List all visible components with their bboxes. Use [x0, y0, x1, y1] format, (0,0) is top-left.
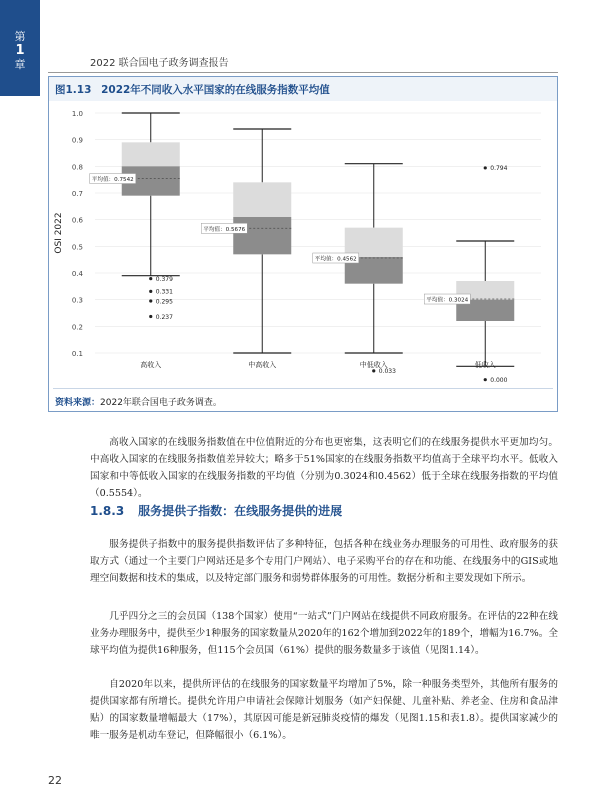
- y-tick-label: 0.5: [71, 243, 83, 252]
- y-tick-label: 0.3: [71, 296, 83, 305]
- outlier-label: 0.379: [155, 275, 173, 283]
- y-tick-label: 0.1: [71, 350, 83, 358]
- figure-box: [48, 76, 558, 412]
- x-category-label: 低收入: [474, 361, 496, 369]
- page-number: 22: [48, 774, 62, 787]
- outlier-point: [484, 166, 487, 169]
- figure-number: 图1.13: [55, 84, 92, 96]
- y-tick-label: 0.9: [71, 136, 83, 145]
- outlier-point: [149, 299, 152, 302]
- x-category-label: 中低收入: [359, 361, 388, 369]
- y-tick-label: 0.6: [71, 216, 83, 225]
- source-label: 资料来源：: [55, 398, 101, 408]
- y-tick-label: 1.0: [71, 110, 83, 118]
- mean-label: 平均值：0.5676: [203, 226, 246, 233]
- figure-title: 2022年不同收入水平国家的在线服务指数平均值: [101, 84, 330, 96]
- mean-label: 平均值：0.3024: [426, 297, 469, 304]
- source-divider: [53, 388, 553, 389]
- chapter-tab-suffix: 章: [14, 58, 26, 71]
- outlier-point: [149, 315, 152, 318]
- x-category-label: 高收入: [140, 361, 162, 369]
- outlier-label: 0.000: [490, 376, 508, 384]
- y-tick-label: 0.4: [71, 270, 83, 278]
- x-category-label: 中高收入: [248, 361, 277, 369]
- y-tick-label: 0.8: [71, 163, 83, 172]
- outlier-label: 0.295: [155, 298, 173, 306]
- paragraph-1: 高收入国家的在线服务指数值在中位值附近的分布也更密集，这表明它们的在线服务提供水平更加均匀。中高收入国家的在线服务指数值差异较大；略多于51%国家的在线服务指数平均值高于全球平均水平。低收入国家和中等低收入国家的在线服务指数的平均值（分别为0.3024和0.4562）低于全球在线服务指数的平均值（0.5554）。: [90, 437, 558, 499]
- section-title: 服务提供子指数：在线服务提供的进展: [138, 504, 343, 518]
- outlier-point: [149, 290, 152, 293]
- figure-caption: [49, 77, 557, 101]
- paragraph-3: 几乎四分之三的会员国（138个国家）使用“一站式”门户网站在线提供不同政府服务。在评估的22种在线业务办理服务中，提供至少1种服务的国家数量从2020年的162个增加到2022年的189个，增幅为16.7%。全球平均值为提供16种服务，但115个会员国（61%）提供的服务数量多于该值（见图1.14）。: [90, 611, 558, 656]
- chapter-number: 1: [15, 43, 25, 58]
- y-axis-label: OSI 2022: [54, 212, 64, 254]
- y-tick-label: 0.2: [71, 323, 83, 332]
- mean-label: 平均值：0.7542: [91, 177, 134, 184]
- header-divider: [48, 72, 558, 73]
- paragraph-4: 自2020年以来，提供所评估的在线服务的国家数量平均增加了5%，除一种服务类型外，其他所有服务的提供国家都有所增长。提供允许用户申请社会保障计划服务（如产妇保健、儿童补贴、养老金、住房和食品津贴）的国家数量增幅最大（17%），其原因可能是新冠肺炎疫情的爆发（见图1.15和表1.8）。提供国家减少的唯一服务是机动车登记，但降幅很小（6.1%）。: [90, 679, 558, 741]
- outlier-point: [149, 277, 152, 280]
- section-number: 1.8.3: [90, 504, 125, 518]
- figure-source: [55, 395, 222, 408]
- y-tick-label: 0.7: [71, 190, 83, 198]
- box-upper-half: [122, 142, 180, 166]
- outlier-point: [372, 369, 375, 372]
- outlier-label: 0.033: [378, 368, 396, 376]
- chapter-tab-prefix: 第: [14, 30, 26, 43]
- outlier-label: 0.331: [155, 288, 173, 296]
- paragraph-2: 服务提供子指数中的服务提供指数评估了多种特征，包括各种在线业务办理服务的可用性、政府服务的获取方式（通过一个主要门户网站还是多个专用门户网站）、电子采购平台的存在和功能、在线服务中的GIS或地理空间数据和技术的集成，以及特定部门服务和弱势群体服务的可用性。数据分析和主要发现如下所示。: [90, 539, 558, 584]
- section-heading: [90, 502, 342, 519]
- chapter-tab: [0, 0, 40, 96]
- report-running-title: 2022 联合国电子政务调查报告: [90, 58, 229, 69]
- box-upper-half: [233, 182, 291, 217]
- outlier-point: [484, 378, 487, 381]
- box-lower-half: [233, 217, 291, 254]
- outlier-label: 0.794: [490, 165, 508, 173]
- outlier-label: 0.237: [155, 313, 173, 321]
- box-plot-chart: [51, 103, 557, 384]
- mean-label: 平均值：0.4562: [314, 256, 357, 263]
- box-upper-half: [345, 228, 403, 257]
- source-text: 2022年联合国电子政务调查。: [100, 398, 222, 408]
